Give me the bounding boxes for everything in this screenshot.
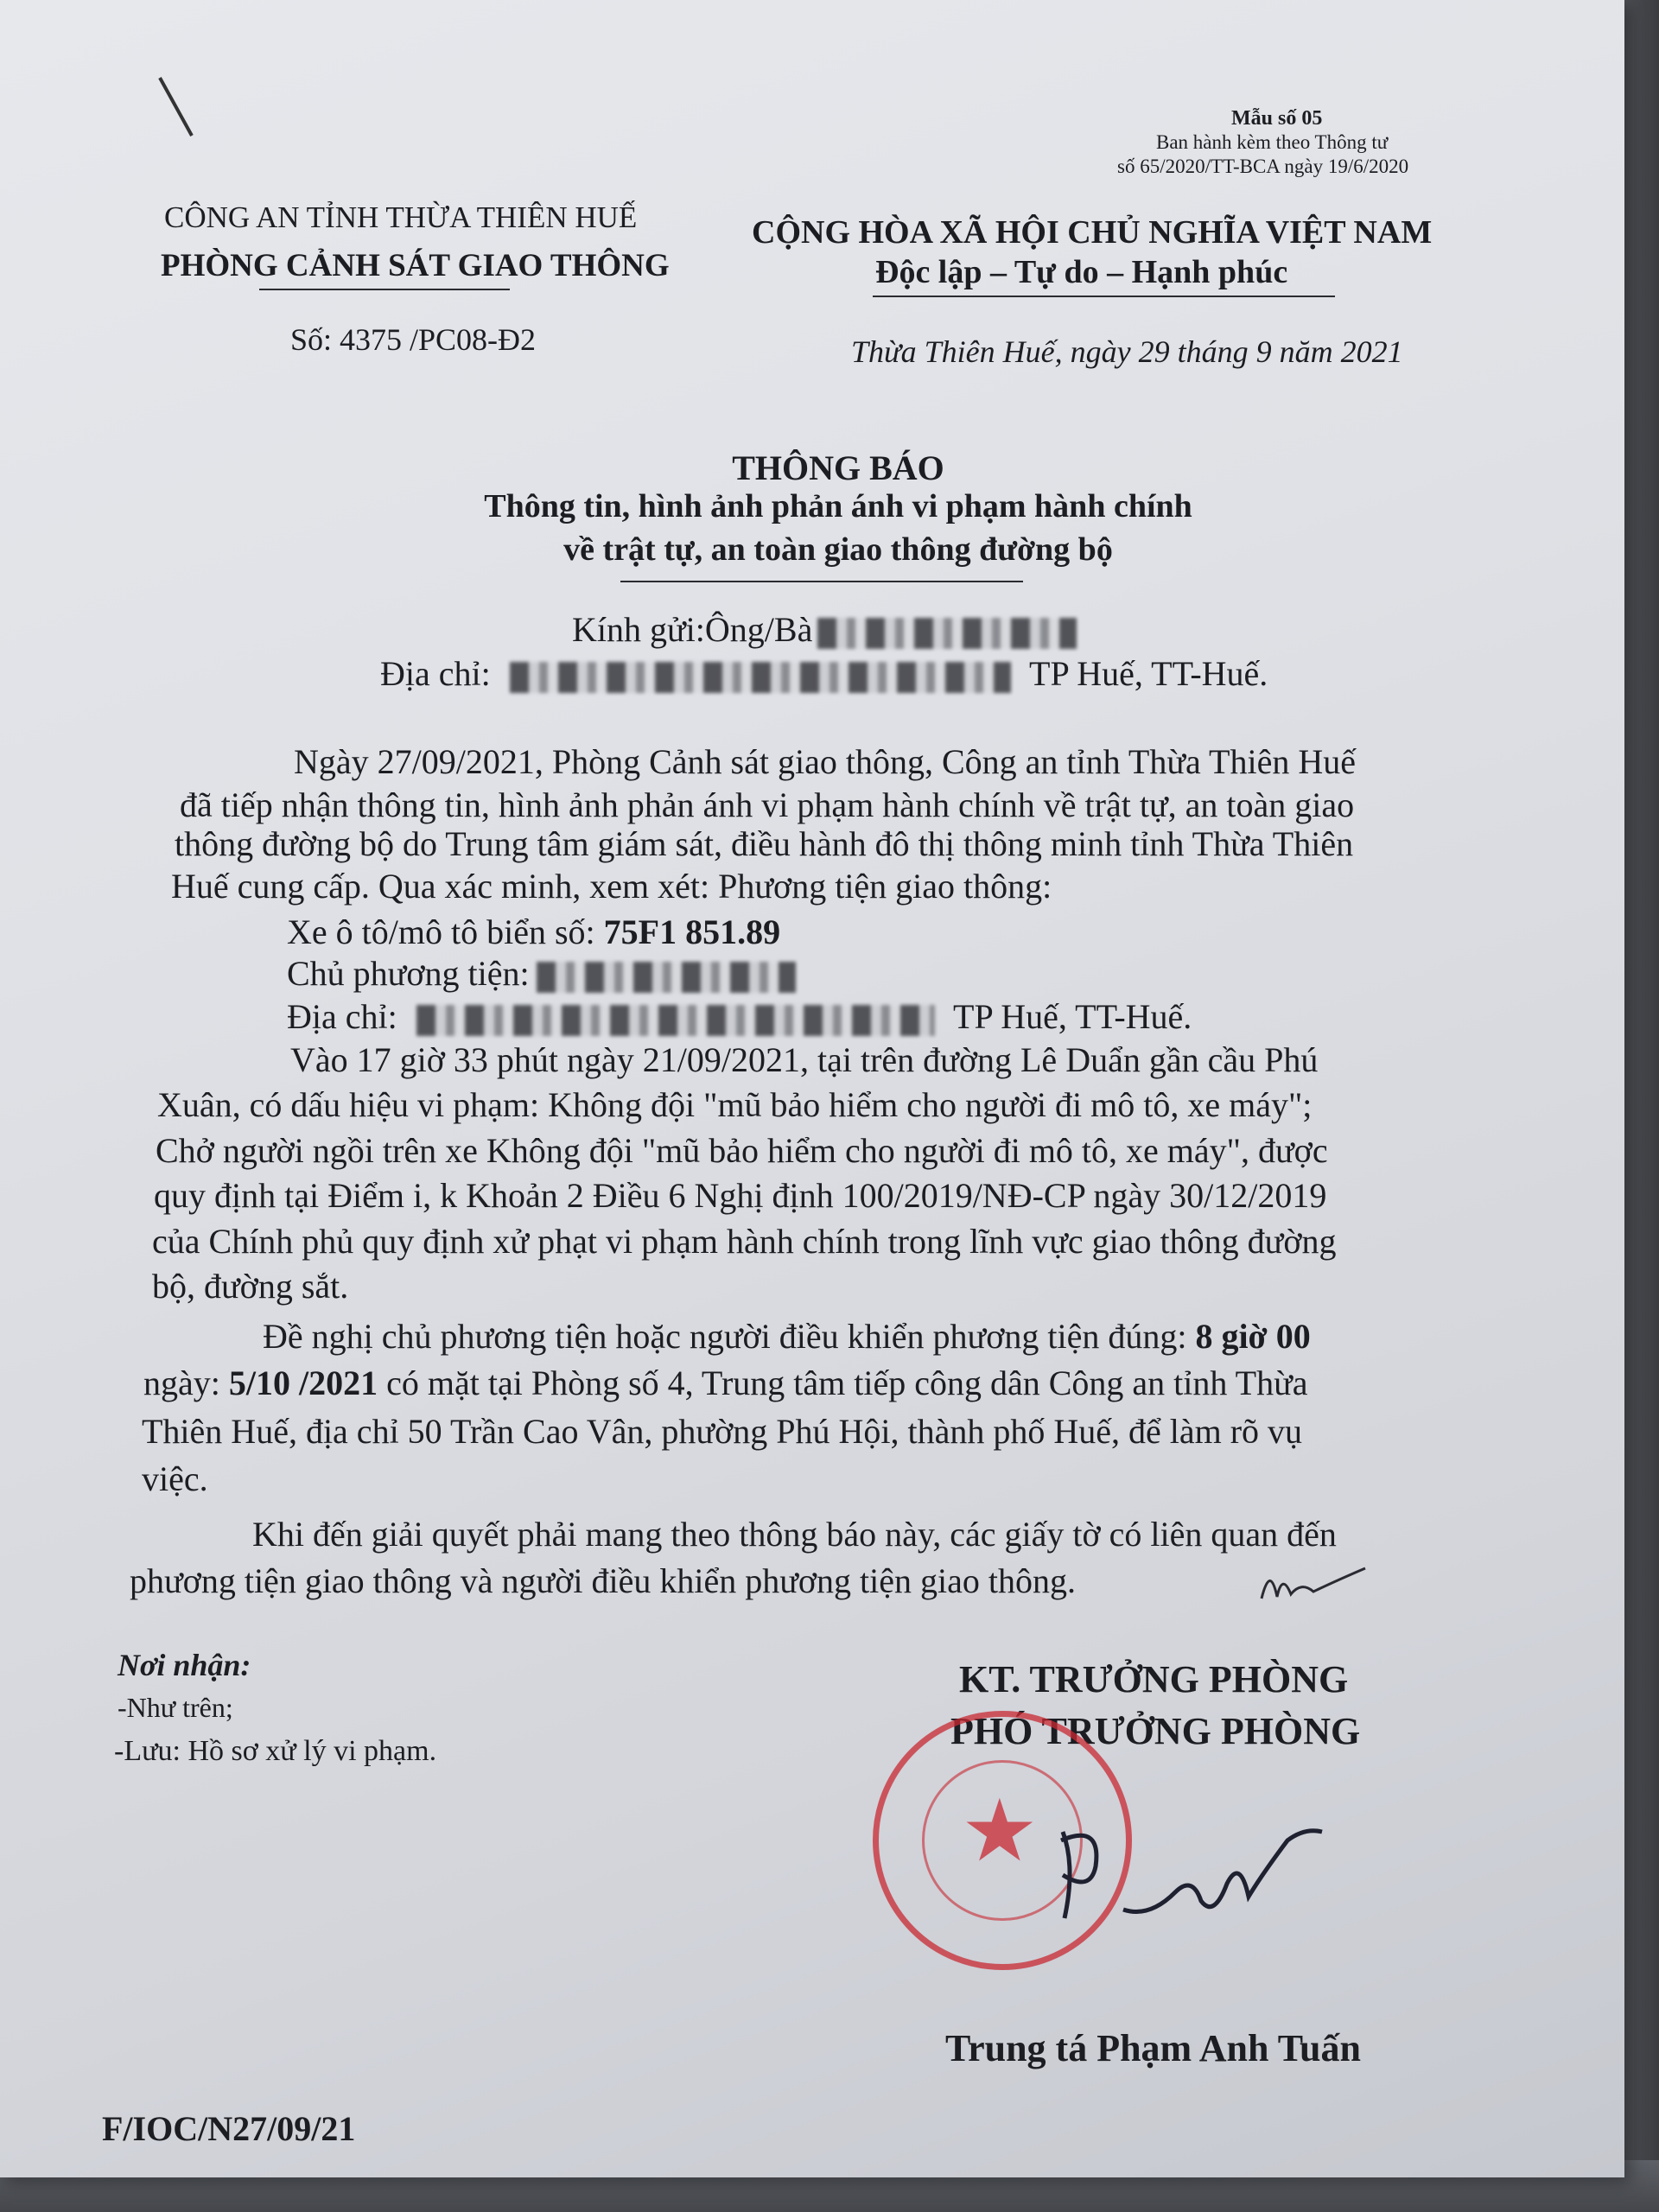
paragraph-1-line-2: đã tiếp nhận thông tin, hình ảnh phản ánh vi phạm hành chính về trật tự, an toàn giao: [180, 785, 1355, 824]
paragraph-2-line-2: Xuân, có dấu hiệu vi phạm: Không đội "mũ bảo hiểm cho người đi mô tô, xe máy";: [157, 1085, 1313, 1124]
agency-parent: CÔNG AN TỈNH THỪA THIÊN HUẾ: [164, 200, 638, 234]
paragraph-3-line-4: việc.: [142, 1459, 208, 1498]
paragraph-1-line-4: Huế cung cấp. Qua xác minh, xem xét: Phương tiện giao thông:: [171, 867, 1052, 906]
paragraph-3-text: Đề nghị chủ phương tiện hoặc người điều khiển phương tiện đúng:: [263, 1317, 1196, 1356]
form-issued-line2: số 65/2020/TT-BCA ngày 19/6/2020: [1117, 156, 1409, 177]
place-date: Thừa Thiên Huế, ngày 29 tháng 9 năm 2021: [851, 334, 1403, 369]
paragraph-4-line-1: Khi đến giải quyết phải mang theo thông báo này, các giấy tờ có liên quan đến: [252, 1515, 1337, 1554]
paragraph-2-line-3: Chở người ngồi trên xe Không đội "mũ bảo hiểm cho người đi mô tô, xe máy", được: [156, 1131, 1328, 1170]
owner-address-line: [287, 996, 1192, 1037]
nation-motto: Độc lập – Tự do – Hạnh phúc: [875, 254, 1288, 290]
recipient-address-suffix: TP Huế, TT-Huế.: [1029, 654, 1268, 693]
redacted-owner-name: [537, 962, 796, 993]
signatory-title-2: PHÓ TRƯỞNG PHÒNG: [950, 1710, 1361, 1752]
paragraph-3-line-1: [263, 1316, 1311, 1357]
vehicle-plate-line: [287, 912, 780, 952]
paragraph-1-line-3: thông đường bộ do Trung tâm giám sát, điều hành đô thị thông minh tỉnh Thừa Thiên: [175, 824, 1354, 863]
appointment-date: 5/10 /2021: [228, 1363, 378, 1402]
appointment-date-label: ngày:: [143, 1363, 229, 1402]
footer-code: F/IOC/N27/09/21: [102, 2109, 356, 2148]
paragraph-3-line-2: [143, 1363, 1308, 1403]
notice-heading: THÔNG BÁO: [732, 448, 944, 487]
nation-name: CỘNG HÒA XÃ HỘI CHỦ NGHĨA VIỆT NAM: [752, 214, 1433, 251]
vehicle-owner-label: Chủ phương tiện:: [287, 954, 530, 993]
recipients-item-2: -Lưu: Hồ sơ xử lý vi phạm.: [114, 1735, 437, 1767]
form-issued-line1: Ban hành kèm theo Thông tư: [1156, 131, 1389, 153]
paragraph-2-line-6: bộ, đường sắt.: [152, 1267, 349, 1306]
owner-address-suffix: TP Huế, TT-Huế.: [953, 997, 1192, 1036]
redacted-owner-address: [416, 1005, 935, 1036]
notice-subtitle-1: Thông tin, hình ảnh phản ánh vi phạm hành chính: [484, 488, 1192, 524]
paragraph-1-line-1: Ngày 27/09/2021, Phòng Cảnh sát giao thông, Công an tỉnh Thừa Thiên Huế: [294, 742, 1356, 781]
initials-mark: [1253, 1555, 1374, 1616]
document-number: Số: 4375 /PC08-Đ2: [290, 322, 537, 357]
signatory-name: Trung tá Phạm Anh Tuấn: [945, 2027, 1361, 2069]
appointment-time: 8 giờ 00: [1195, 1317, 1311, 1356]
agency-name: PHÒNG CẢNH SÁT GIAO THÔNG: [161, 248, 670, 283]
recipients-item-1: -Như trên;: [118, 1692, 233, 1723]
vehicle-plate-value: 75F1 851.89: [603, 912, 781, 951]
seal-star-icon: ★: [961, 1780, 1039, 1881]
agency-underline: [259, 289, 510, 290]
paragraph-2-line-5: của Chính phủ quy định xử phạt vi phạm hành chính trong lĩnh vực giao thông đường: [152, 1222, 1337, 1261]
paragraph-4-line-2: phương tiện giao thông và người điều khiển phương tiện giao thông.: [130, 1561, 1077, 1600]
recipient-greeting-label: Kính gửi:Ông/Bà: [572, 610, 813, 649]
pen-scratch-mark: [156, 73, 199, 143]
paragraph-2-line-4: quy định tại Điểm i, k Khoản 2 Điều 6 Nghị định 100/2019/NĐ-CP ngày 30/12/2019: [154, 1176, 1327, 1215]
nation-underline: [873, 296, 1335, 297]
redacted-recipient-address: [510, 662, 1011, 693]
title-underline: [620, 581, 1023, 582]
redacted-recipient-name: [817, 618, 1077, 649]
paragraph-3-line-3: Thiên Huế, địa chỉ 50 Trần Cao Vân, phường Phú Hội, thành phố Huế, để làm rõ vụ: [142, 1412, 1303, 1451]
notice-subtitle-2: về trật tự, an toàn giao thông đường bộ: [563, 531, 1113, 568]
form-number: Mẫu số 05: [1231, 107, 1323, 130]
handwritten-signature: [1028, 1815, 1339, 1953]
vehicle-owner-line: [287, 953, 796, 994]
recipient-address: [380, 653, 1268, 694]
recipients-label: Nơi nhận:: [118, 1648, 251, 1682]
paragraph-2-line-1: Vào 17 giờ 33 phút ngày 21/09/2021, tại trên đường Lê Duẩn gần cầu Phú: [290, 1040, 1319, 1079]
recipient-greeting: [572, 609, 1077, 650]
recipient-address-label: Địa chỉ:: [380, 654, 491, 693]
signatory-title-1: KT. TRƯỞNG PHÒNG: [959, 1658, 1349, 1700]
owner-address-label: Địa chỉ:: [287, 997, 397, 1036]
vehicle-plate-label: Xe ô tô/mô tô biển số:: [287, 912, 604, 951]
appointment-location: có mặt tại Phòng số 4, Trung tâm tiếp công dân Công an tỉnh Thừa: [378, 1363, 1308, 1402]
